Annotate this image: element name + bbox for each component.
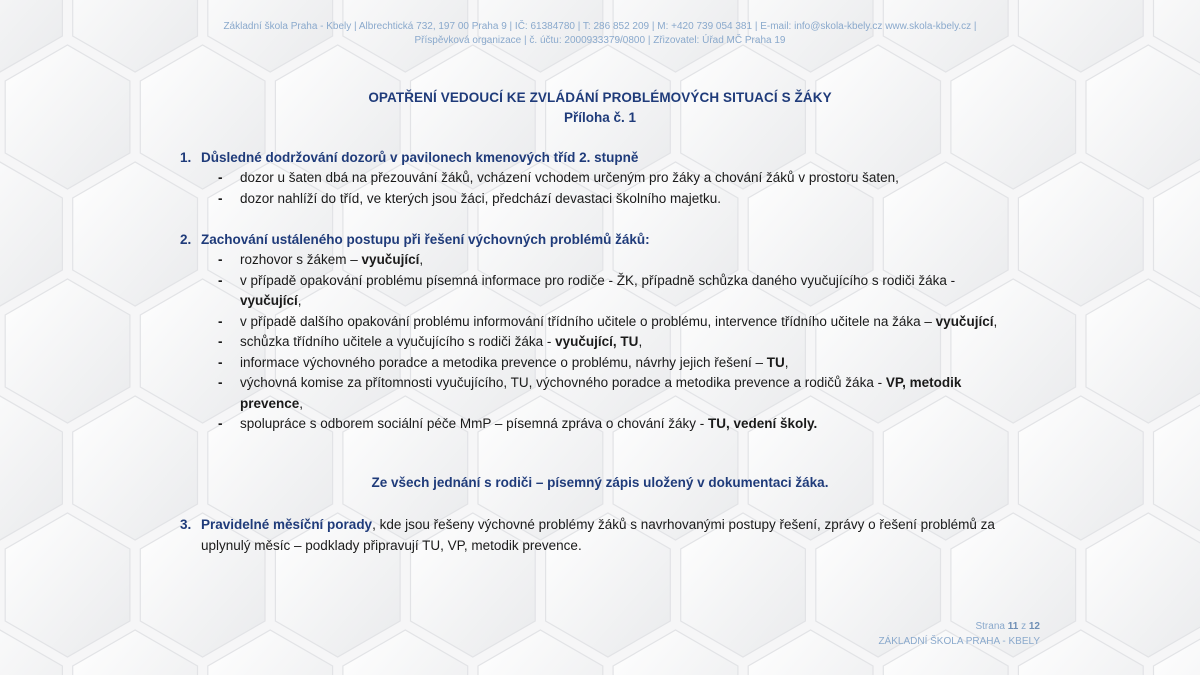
letterhead-line-2: Příspěvková organizace | č. účtu: 2000933379/0800 | Zřizovatel: Úřad MČ Praha 19 [414,35,786,46]
dash-bullet: - [218,354,223,370]
section-2-title: Zachování ustáleného postupu při řešení výchovných problémů žáků: [201,232,650,247]
section-1-number: 1. [180,150,192,165]
section-3-body [180,514,1040,556]
dash-bullet: - [218,416,223,431]
section-2-heading [180,230,650,250]
document-title: OPATŘENÍ VEDOUCÍ KE ZVLÁDÁNÍ PROBLÉMOVÝCH SITUACÍ S ŽÁKY [368,90,832,105]
section-1-list [218,168,1018,209]
section-3-text: , kde jsou řešeny výchovné problémy žáků s navrhovanými postupy řešení, zprávy o řešení problémů za uplynulý měsíc – podklady připravují TU, VP, metodik prevence. [201,517,995,553]
list-item: - schůzka třídního učitele a vyučujícího s rodiči žáka - vyučující, TU, [218,332,1018,353]
dash-bullet: - [218,170,223,185]
list-item: - informace výchovného poradce a metodika prevence o problému, návrhy jejich řešení – TU, [218,353,1018,374]
dash-bullet: - [218,190,223,206]
list-item: - rozhovor s žákem – vyučující, [218,250,1018,271]
section-3-number: 3. [180,517,192,532]
list-item: - výchovná komise za přítomnosti vyučujícího, TU, výchovného poradce a metodika prevence a rodičů žáka - VP, metodik prevence, [218,375,962,411]
dash-bullet: - [218,272,223,288]
page-footer [878,619,1040,649]
list-item: - dozor u šaten dbá na přezouvání žáků, vcházení vchodem určeným pro žáky a chování žáků v prostoru šaten, [218,168,1018,189]
section-3 [180,514,1040,556]
parent-meeting-note: Ze všech jednání s rodiči – písemný zápis uložený v dokumentaci žáka. [371,475,829,490]
list-item: - dozor nahlíží do tříd, ve kterých jsou žáci, předchází devastaci školního majetku. [218,189,1018,210]
document-subtitle: Příloha č. 1 [563,110,637,125]
letterhead [140,20,1060,48]
section-1-heading [180,148,638,168]
section-1-title: Důsledné dodržování dozorů v pavilonech kmenových tříd 2. stupně [201,150,639,165]
title-block [0,88,1200,128]
page-number: Strana 11 z 12 [975,621,1040,632]
footer-school-name: ZÁKLADNÍ ŠKOLA PRAHA - KBELY [878,636,1040,647]
section-2-number: 2. [180,232,192,247]
section-3-lead: Pravidelné měsíční porady [201,517,373,532]
dash-bullet: - [218,252,223,267]
list-item: - v případě dalšího opakování problému informování třídního učitele o problému, intervence třídního učitele na žáka – vyučující, [218,312,1018,333]
section-2-list [218,250,1018,435]
list-item: - spolupráce s odborem sociální péče MmP – písemná zpráva o chování žáky - TU, vedení školy. [218,414,1018,435]
list-item: - v případě opakování problému písemná informace pro rodiče - ŽK, případně schůzka daného vyučujícího s rodiči žáka - vyučující, [218,272,956,308]
dash-bullet: - [218,334,223,349]
letterhead-line-1: Základní škola Praha - Kbely | Albrechtická 732, 197 00 Praha 9 | IČ: 61384780 | T: 286 852 209 | M: +420 739 054 381 | E-mail: info@skola-kbely.cz www.skola-kbely.cz | [223,21,977,32]
dash-bullet: - [218,313,223,329]
dash-bullet: - [218,375,223,390]
